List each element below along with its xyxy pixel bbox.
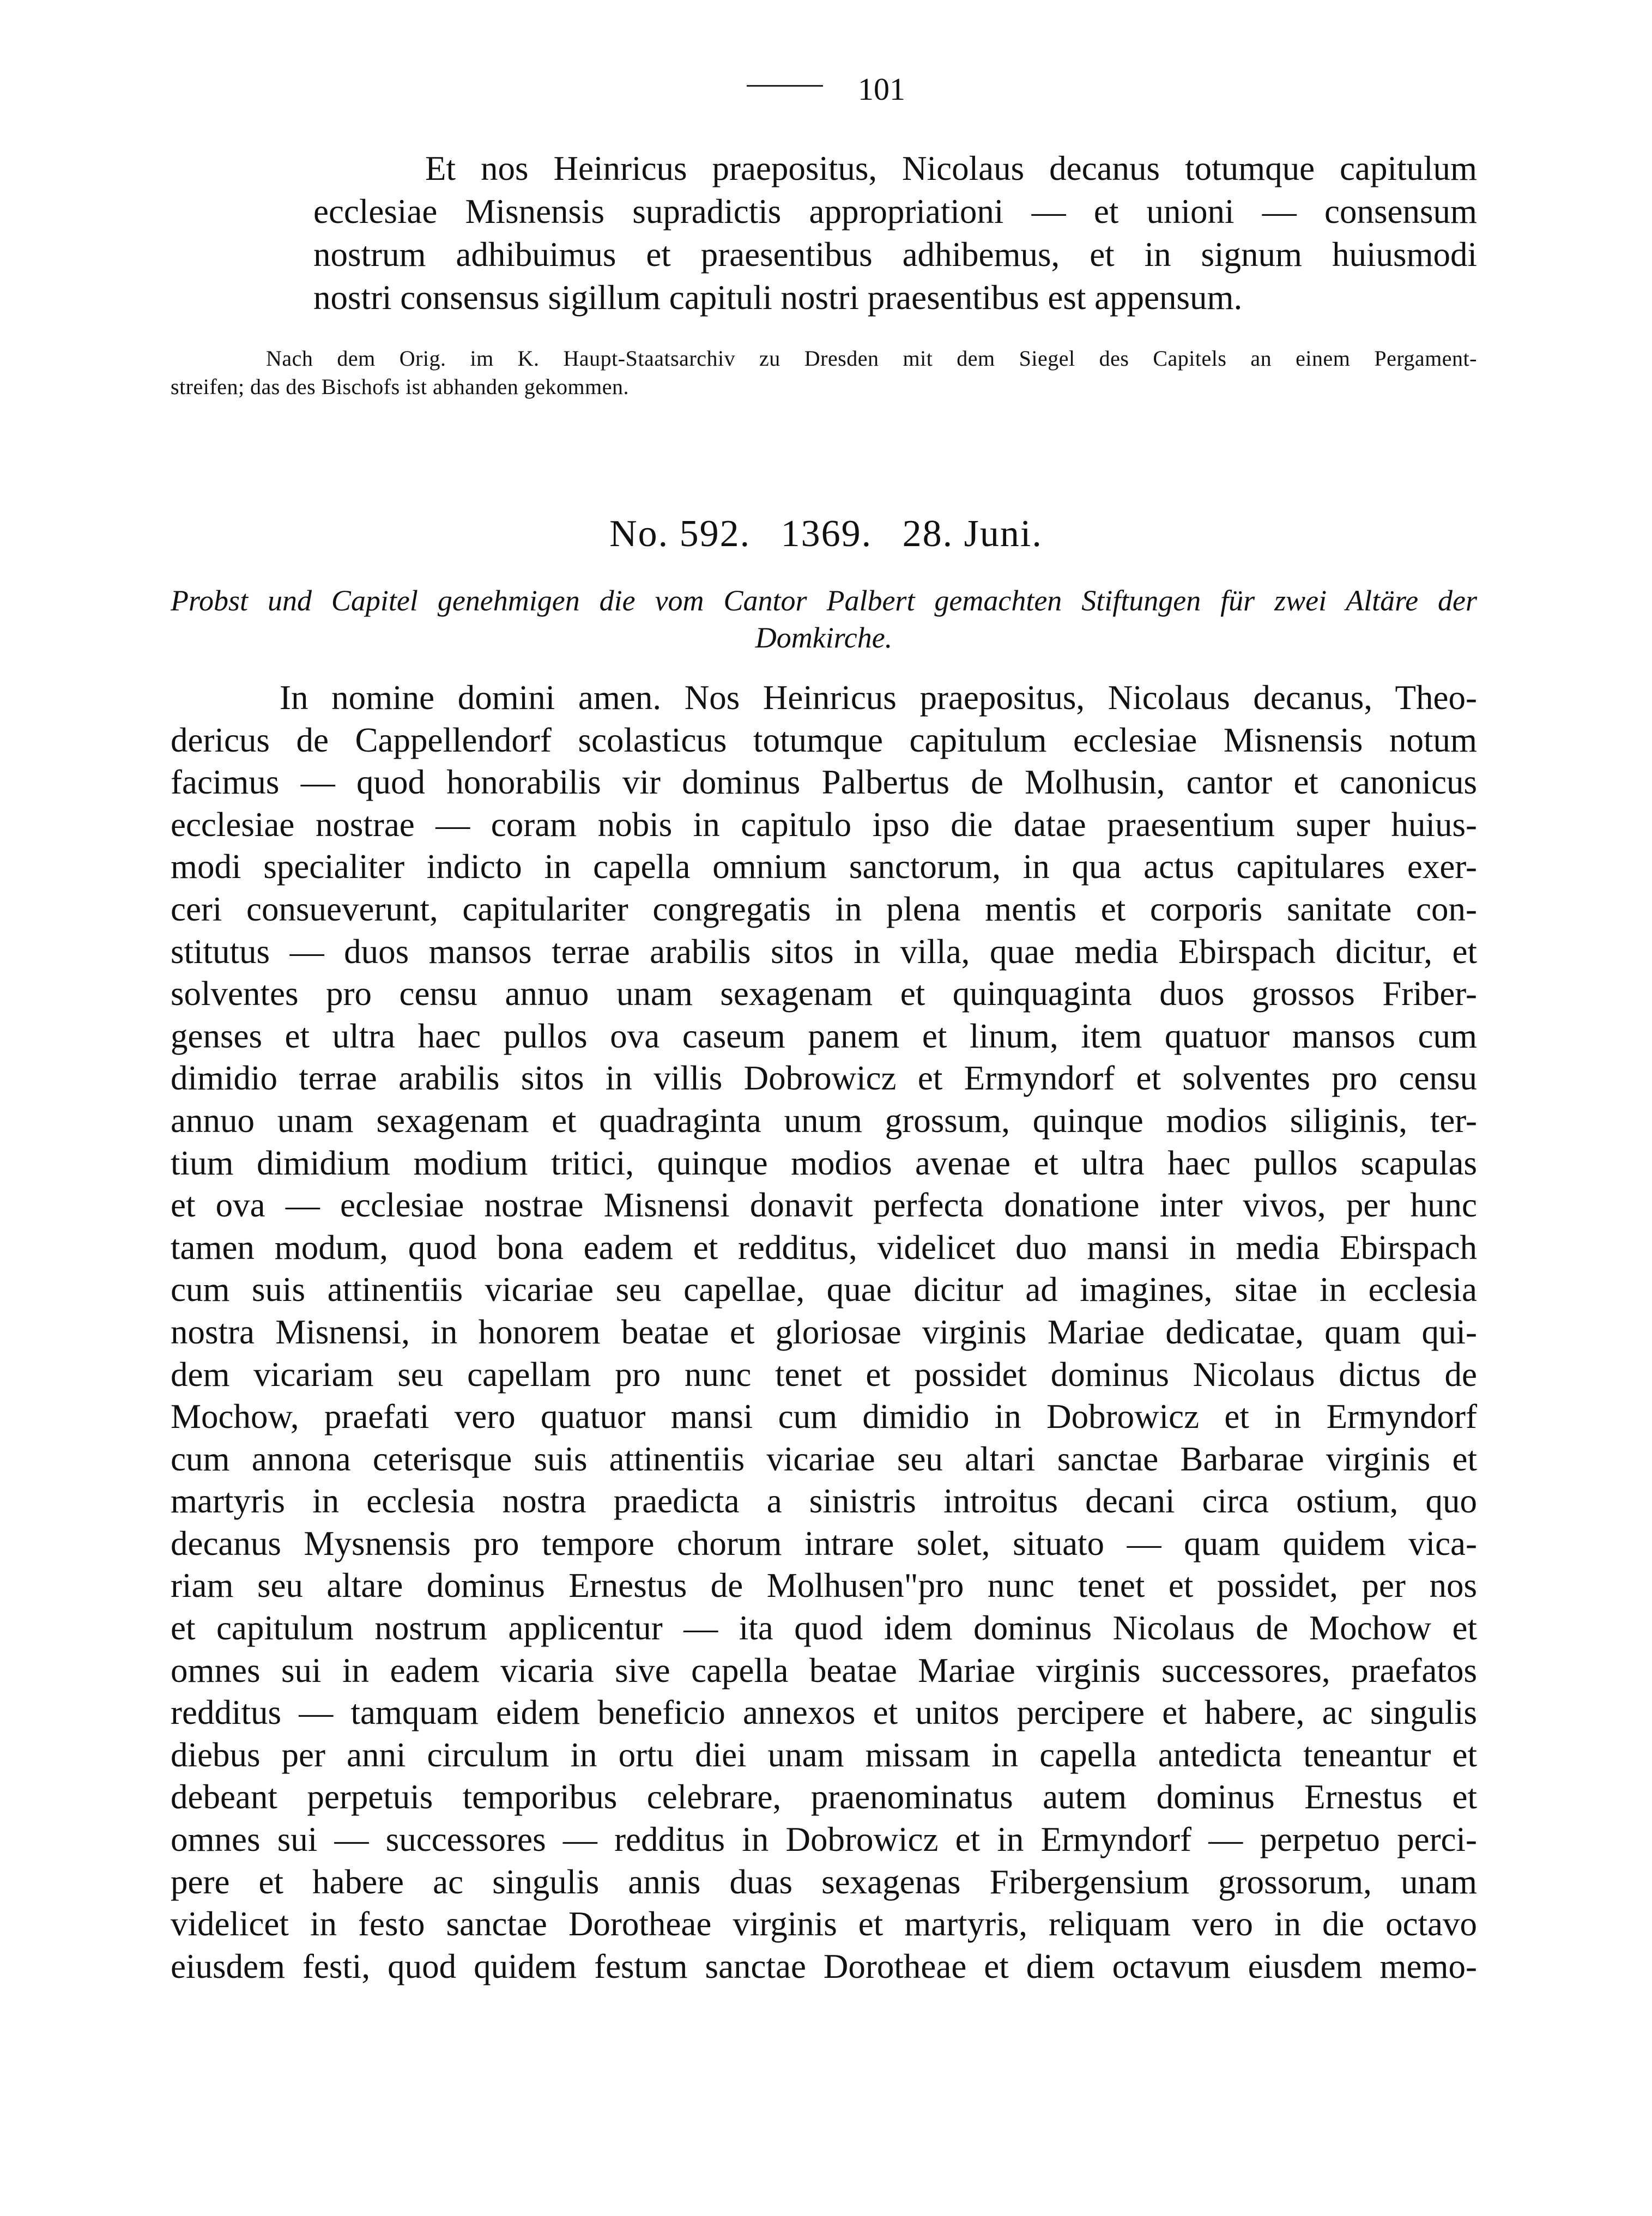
source-note bbox=[171, 344, 1477, 401]
document-body bbox=[171, 677, 1477, 1988]
document-year: 1369. bbox=[780, 513, 873, 555]
body-line: In nomine domini amen. Nos Heinricus praepositus, Nicolaus decanus, Theo- bbox=[280, 679, 1477, 717]
body-line: et capitulum nostrum applicentur — ita quod idem dominus Nicolaus de Mochow et bbox=[171, 1609, 1477, 1648]
body-line: omnes sui in eadem vicaria sive capella beatae Mariae virginis successores, praefatos bbox=[171, 1651, 1477, 1690]
body-line: facimus — quod honorabilis vir dominus Palbertus de Molhusin, cantor et canonicus bbox=[171, 763, 1477, 802]
page-header bbox=[0, 71, 1652, 114]
document-number: No. 592. bbox=[609, 513, 751, 555]
closing-line: nostri consensus sigillum capituli nostri praesentibus est appensum. bbox=[313, 278, 1243, 317]
body-line: eiusdem festi, quod quidem festum sanctae Dorotheae et diem octavum eiusdem memo- bbox=[171, 1947, 1477, 1985]
body-line: solventes pro censu annuo unam sexagenam et quinquaginta duos grossos Friber- bbox=[171, 974, 1477, 1013]
body-line: genses et ultra haec pullos ova caseum panem et linum, item quatuor mansos cum bbox=[171, 1016, 1477, 1055]
body-line: ceri consueverunt, capitulariter congregatis in plena mentis et corporis sanitate con- bbox=[171, 889, 1477, 928]
body-line: riam seu altare dominus Ernestus de Molhusen"pro nunc tenet et possidet, per nos bbox=[171, 1566, 1477, 1605]
header-rule bbox=[747, 85, 823, 87]
source-note-line: Nach dem Orig. im K. Haupt-Staatsarchiv zu Dresden mit dem Siegel des Capitels an einem Pergament- bbox=[266, 346, 1477, 371]
document-date: 28. Juni. bbox=[902, 513, 1043, 555]
summary-line: Probst und Capitel genehmigen die vom Cantor Palbert gemachten Stiftungen für zwei Altäre der bbox=[171, 584, 1477, 617]
body-line: et ova — ecclesiae nostrae Misnensi donavit perfecta donatione inter vivos, per hunc bbox=[171, 1186, 1477, 1225]
body-line: dem vicariam seu capellam pro nunc tenet et possidet dominus Nicolaus dictus de bbox=[171, 1355, 1477, 1394]
body-line: pere et habere ac singulis annis duas sexagenas Fribergensium grossorum, unam bbox=[171, 1862, 1477, 1901]
closing-line: nostrum adhibuimus et praesentibus adhibemus, et in signum huiusmodi bbox=[313, 235, 1477, 274]
body-line: nostra Misnensi, in honorem beatae et gloriosae virginis Mariae dedicatae, quam qui- bbox=[171, 1312, 1477, 1351]
body-line: cum suis attinentiis vicariae seu capellae, quae dicitur ad imagines, sitae in ecclesia bbox=[171, 1270, 1477, 1309]
closing-paragraph bbox=[313, 147, 1477, 319]
body-line: dimidio terrae arabilis sitos in villis Dobrowicz et Ermyndorf et solventes pro censu bbox=[171, 1059, 1477, 1098]
body-line: ecclesiae nostrae — coram nobis in capitulo ipso die datae praesentium super huius- bbox=[171, 805, 1477, 844]
body-line: dericus de Cappellendorf scolasticus totumque capitulum ecclesiae Misnensis notum bbox=[171, 720, 1477, 759]
body-line: modi specialiter indicto in capella omnium sanctorum, in qua actus capitulares exer- bbox=[171, 847, 1477, 886]
body-line: tium dimidium modium tritici, quinque modios avenae et ultra haec pullos scapulas bbox=[171, 1143, 1477, 1182]
body-line: stitutus — duos mansos terrae arabilis sitos in villa, quae media Ebirspach dicitur, et bbox=[171, 932, 1477, 971]
body-line: videlicet in festo sanctae Dorotheae virginis et martyris, reliquam vero in die octavo bbox=[171, 1905, 1477, 1943]
body-line: annuo unam sexagenam et quadraginta unum grossum, quinque modios siliginis, ter- bbox=[171, 1101, 1477, 1140]
body-line: redditus — tamquam eidem beneficio annexos et unitos percipere et habere, ac singulis bbox=[171, 1693, 1477, 1732]
body-line: decanus Mysnensis pro tempore chorum intrare solet, situato — quam quidem vica- bbox=[171, 1524, 1477, 1563]
source-note-line: streifen; das des Bischofs ist abhanden gekommen. bbox=[171, 374, 629, 399]
body-line: diebus per anni circulum in ortu diei unam missam in capella antedicta teneantur et bbox=[171, 1735, 1477, 1774]
body-line: cum annona ceterisque suis attinentiis vicariae seu altari sanctae Barbarae virginis et bbox=[171, 1439, 1477, 1478]
body-line: tamen modum, quod bona eadem et redditus, videlicet duo mansi in media Ebirspach bbox=[171, 1228, 1477, 1267]
closing-line: ecclesiae Misnensis supradictis appropriationi — et unioni — consensum bbox=[313, 192, 1477, 231]
document-heading bbox=[0, 512, 1652, 556]
body-line: omnes sui — successores — redditus in Dobrowicz et in Ermyndorf — perpetuo perci- bbox=[171, 1820, 1477, 1859]
document-summary bbox=[171, 582, 1477, 656]
closing-line: Et nos Heinricus praepositus, Nicolaus decanus totumque capitulum bbox=[425, 149, 1477, 187]
page-number: 101 bbox=[858, 71, 905, 107]
summary-line: Domkirche. bbox=[755, 621, 893, 654]
body-line: martyris in ecclesia nostra praedicta a sinistris introitus decani circa ostium, quo bbox=[171, 1482, 1477, 1521]
body-line: debeant perpetuis temporibus celebrare, praenominatus autem dominus Ernestus et bbox=[171, 1778, 1477, 1817]
body-line: Mochow, praefati vero quatuor mansi cum dimidio in Dobrowicz et in Ermyndorf bbox=[171, 1397, 1477, 1436]
